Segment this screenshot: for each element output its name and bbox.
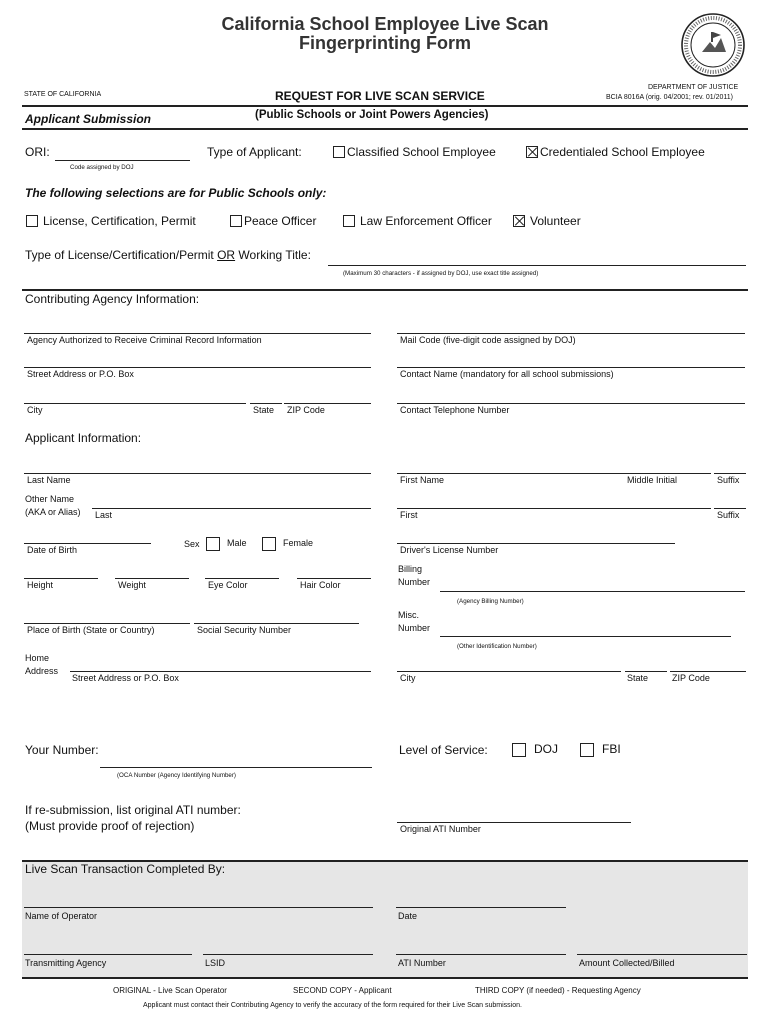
billing-number-field[interactable]	[440, 591, 745, 592]
mail-code-field[interactable]	[397, 333, 745, 334]
last-name-field[interactable]	[24, 473, 371, 474]
home-state-label: State	[627, 673, 649, 683]
classified-checkbox[interactable]	[333, 146, 345, 158]
peace-officer-label: Peace Officer	[244, 214, 317, 228]
last-name-label: Last Name	[27, 475, 71, 485]
footer-notice: Applicant must contact their Contributing Agency to verify the accuracy of the form required for their Live Scan submission.	[143, 1002, 522, 1009]
footer-original: ORIGINAL - Live Scan Operator	[113, 986, 227, 995]
request-title: REQUEST FOR LIVE SCAN SERVICE	[275, 89, 485, 103]
female-checkbox[interactable]	[262, 537, 276, 551]
suffix-label: Suffix	[717, 475, 740, 485]
agency-heading: Contributing Agency Information:	[25, 292, 200, 306]
height-label: Height	[27, 580, 54, 590]
ori-hint: Code assigned by DOJ	[70, 164, 134, 171]
oca-hint: (OCA Number (Agency Identifying Number)	[117, 772, 236, 779]
ssn-label: Social Security Number	[197, 625, 292, 635]
dob-field[interactable]	[24, 543, 151, 544]
doj-checkbox[interactable]	[512, 743, 526, 757]
agency-state-field[interactable]	[250, 403, 282, 404]
doj-seal-icon	[680, 12, 746, 78]
ori-field[interactable]	[55, 160, 190, 161]
operator-name-label: Name of Operator	[25, 911, 98, 921]
eye-color-field[interactable]	[205, 578, 279, 579]
department-label: DEPARTMENT OF JUSTICE	[648, 84, 739, 91]
misc-number-field[interactable]	[440, 636, 731, 637]
lsid-label: LSID	[205, 958, 226, 968]
law-enforcement-checkbox[interactable]	[343, 215, 355, 227]
place-of-birth-field[interactable]	[24, 623, 190, 624]
contact-name-label: Contact Name (mandatory for all school submissions)	[400, 369, 614, 379]
misc-hint: (Other Identification Number)	[457, 643, 537, 650]
request-subtitle: (Public Schools or Joint Powers Agencies)	[255, 109, 489, 121]
drivers-license-field[interactable]	[397, 543, 675, 544]
mail-code-label: Mail Code (five-digit code assigned by DOJ)	[400, 335, 576, 345]
credentialed-checkbox[interactable]	[526, 146, 538, 158]
home-zip-label: ZIP Code	[672, 673, 710, 683]
applicant-submission-label: Applicant Submission	[25, 112, 152, 126]
home-state-field[interactable]	[625, 671, 667, 672]
license-title-label: Type of License/Certification/Permit OR Working Title:	[25, 248, 311, 262]
credentialed-label: Credentialed School Employee	[540, 145, 705, 159]
eye-color-label: Eye Color	[208, 580, 248, 590]
agency-authorized-field[interactable]	[24, 333, 371, 334]
agency-zip-label: ZIP Code	[287, 405, 325, 415]
home-address-label-1: Home	[25, 653, 50, 663]
your-number-field[interactable]	[100, 767, 372, 768]
middle-initial-label: Middle Initial	[627, 475, 678, 485]
home-address-label-2: Address	[25, 666, 59, 676]
lsid-field[interactable]	[203, 954, 373, 955]
license-checkbox[interactable]	[26, 215, 38, 227]
original-ati-field[interactable]	[397, 822, 631, 823]
billing-hint: (Agency Billing Number)	[457, 598, 524, 605]
license-title-field[interactable]	[328, 265, 746, 266]
billing-label-2: Number	[398, 577, 431, 587]
applicant-type-label: Type of Applicant:	[207, 145, 302, 159]
other-last-label: Last	[95, 510, 113, 520]
date-label: Date	[398, 911, 418, 921]
fbi-checkbox[interactable]	[580, 743, 594, 757]
misc-label-1: Misc.	[398, 610, 419, 620]
footer-second-copy: SECOND COPY - Applicant	[293, 986, 392, 995]
contact-phone-label: Contact Telephone Number	[400, 405, 510, 415]
ati-number-label: ATI Number	[398, 958, 446, 968]
peace-officer-checkbox[interactable]	[230, 215, 242, 227]
hair-color-label: Hair Color	[300, 580, 341, 590]
amount-field[interactable]	[577, 954, 747, 955]
sex-label: Sex	[184, 539, 200, 549]
license-label: License, Certification, Permit	[43, 214, 196, 228]
drivers-license-label: Driver's License Number	[400, 545, 499, 555]
contact-name-field[interactable]	[397, 367, 745, 368]
weight-label: Weight	[118, 580, 146, 590]
dob-label: Date of Birth	[27, 545, 78, 555]
form-title-line1: California School Employee Live Scan	[221, 14, 549, 34]
agency-zip-field[interactable]	[284, 403, 371, 404]
applicant-heading: Applicant Information:	[25, 431, 142, 445]
hair-color-field[interactable]	[297, 578, 371, 579]
billing-label-1: Billing	[398, 564, 423, 574]
place-of-birth-label: Place of Birth (State or Country)	[27, 625, 155, 635]
other-first-field[interactable]	[397, 508, 711, 509]
misc-label-2: Number	[398, 623, 431, 633]
home-city-label: City	[400, 673, 416, 683]
other-name-label-2: (AKA or Alias)	[25, 507, 81, 517]
agency-city-label: City	[27, 405, 43, 415]
divider	[22, 289, 748, 291]
divider	[22, 128, 748, 130]
transmitting-agency-label: Transmitting Agency	[25, 958, 107, 968]
date-field[interactable]	[396, 907, 566, 908]
agency-street-label: Street Address or P.O. Box	[27, 369, 134, 379]
home-zip-field[interactable]	[670, 671, 746, 672]
license-title-hint: (Maximum 30 characters - if assigned by DOJ, use exact title assigned)	[343, 270, 539, 277]
form-title-line2: Fingerprinting Form	[299, 33, 471, 53]
weight-field[interactable]	[115, 578, 189, 579]
doj-label: DOJ	[534, 742, 558, 756]
agency-city-field[interactable]	[24, 403, 246, 404]
classified-label: Classified School Employee	[347, 145, 496, 159]
original-ati-label: Original ATI Number	[400, 824, 481, 834]
other-last-field[interactable]	[92, 508, 371, 509]
female-label: Female	[283, 538, 314, 548]
level-of-service-label: Level of Service:	[399, 743, 488, 757]
suffix-field[interactable]	[714, 473, 746, 474]
first-name-label: First Name	[400, 475, 445, 485]
law-enforcement-label: Law Enforcement Officer	[360, 214, 492, 228]
height-field[interactable]	[24, 578, 98, 579]
fbi-label: FBI	[602, 742, 621, 756]
home-city-field[interactable]	[397, 671, 621, 672]
other-first-label: First	[400, 510, 418, 520]
resubmission-label-2: (Must provide proof of rejection)	[25, 819, 195, 833]
home-street-label: Street Address or P.O. Box	[72, 673, 179, 683]
completed-by-heading: Live Scan Transaction Completed By:	[25, 862, 226, 876]
form-number: BCIA 8016A (orig. 04/2001; rev. 01/2011)	[606, 94, 733, 101]
volunteer-label: Volunteer	[530, 214, 581, 228]
resubmission-label-1: If re-submission, list original ATI number:	[25, 803, 241, 817]
your-number-label: Your Number:	[25, 743, 99, 757]
agency-street-field[interactable]	[24, 367, 371, 368]
public-schools-heading: The following selections are for Public Schools only:	[25, 186, 327, 200]
footer-third-copy: THIRD COPY (if needed) - Requesting Agency	[475, 986, 641, 995]
other-name-label-1: Other Name	[25, 494, 75, 504]
amount-label: Amount Collected/Billed	[579, 958, 675, 968]
other-suffix-label: Suffix	[717, 510, 740, 520]
contact-phone-field[interactable]	[397, 403, 745, 404]
other-suffix-field[interactable]	[714, 508, 746, 509]
male-checkbox[interactable]	[206, 537, 220, 551]
agency-authorized-label: Agency Authorized to Receive Criminal Record Information	[27, 335, 262, 345]
state-label: STATE OF CALIFORNIA	[24, 91, 102, 98]
operator-name-field[interactable]	[24, 907, 373, 908]
male-label: Male	[227, 538, 247, 548]
divider	[22, 105, 748, 107]
volunteer-checkbox[interactable]	[513, 215, 525, 227]
transmitting-agency-field[interactable]	[24, 954, 192, 955]
divider	[22, 977, 748, 979]
ssn-field[interactable]	[194, 623, 359, 624]
ati-number-field[interactable]	[396, 954, 566, 955]
first-name-field[interactable]	[397, 473, 711, 474]
home-street-field[interactable]	[70, 671, 371, 672]
agency-state-label: State	[253, 405, 275, 415]
ori-label: ORI:	[25, 145, 50, 159]
